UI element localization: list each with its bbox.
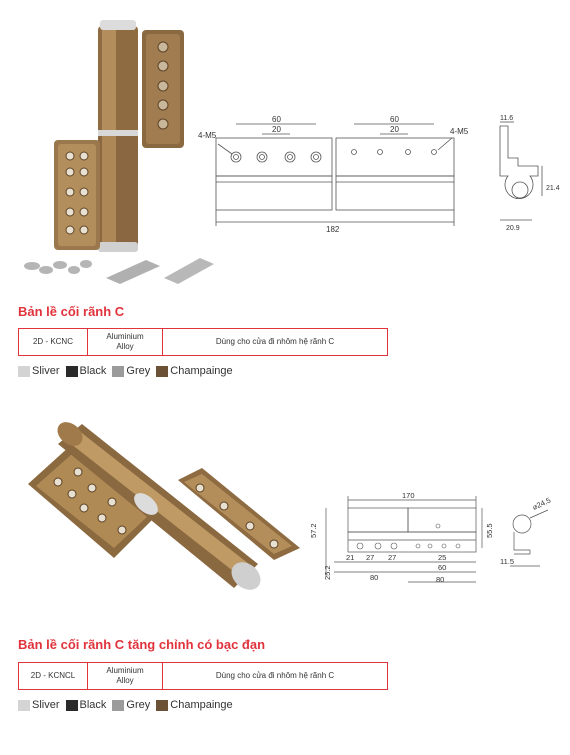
spec-table-1 xyxy=(18,328,388,356)
swatch-silver xyxy=(18,700,30,711)
dim-170: 170 xyxy=(402,491,415,500)
color-options-2 xyxy=(18,699,239,711)
color-option-grey: Grey xyxy=(112,699,150,711)
technical-drawing-2 xyxy=(304,488,566,592)
hinge-product-photo-1 xyxy=(14,16,214,288)
product-code-1: 2D - KCNC xyxy=(19,329,88,355)
swatch-grey xyxy=(112,700,124,711)
swatch-champagne xyxy=(156,700,168,711)
swatch-black xyxy=(66,700,78,711)
dim-11-5: 11.5 xyxy=(500,557,515,566)
description-1: Dùng cho cửa đi nhôm hệ rãnh C xyxy=(215,337,335,346)
color-option-silver: Sliver xyxy=(18,699,60,711)
product-title-1: Bản lề cối rãnh C xyxy=(18,304,125,319)
color-option-black: Black xyxy=(66,365,107,377)
dim-21: 21 xyxy=(346,553,355,562)
dim-60-right: 60 xyxy=(390,115,399,124)
dim-11-6: 11.6 xyxy=(500,115,514,122)
dim-21-4: 21.4 xyxy=(546,185,560,192)
color-option-silver: Sliver xyxy=(18,365,60,377)
dim-60-left: 60 xyxy=(272,115,281,124)
description-2: Dùng cho cửa đi nhôm hệ rãnh C xyxy=(215,671,335,680)
material-1: Aluminium Alloy xyxy=(88,329,163,355)
dim-80-right: 80 xyxy=(436,575,445,584)
swatch-black xyxy=(66,366,78,377)
dim-25: 25 xyxy=(438,553,447,562)
dim-27a: 27 xyxy=(366,553,375,562)
product-title-2: Bản lề cối rãnh C tăng chỉnh có bạc đạn xyxy=(18,637,266,652)
dim-80-left: 80 xyxy=(370,573,379,582)
swatch-champagne xyxy=(156,366,168,377)
screw-label-left: 4-M5 xyxy=(198,131,217,140)
hinge-product-photo-2 xyxy=(18,418,308,600)
dim-182: 182 xyxy=(326,225,340,234)
dim-57-2: 57.2 xyxy=(309,523,318,538)
color-option-black: Black xyxy=(66,699,107,711)
swatch-silver xyxy=(18,366,30,377)
dim-20-9: 20.9 xyxy=(506,225,520,232)
dim-27b: 27 xyxy=(388,553,397,562)
dim-25-2: 25.2 xyxy=(323,565,332,580)
screw-label-right: 4-M5 xyxy=(450,127,469,136)
color-options-1 xyxy=(18,365,239,377)
dim-60: 60 xyxy=(438,563,447,572)
swatch-grey xyxy=(112,366,124,377)
color-option-champagne: Champainge xyxy=(156,365,232,377)
dim-55-5: 55.5 xyxy=(485,523,494,538)
dim-20-left: 20 xyxy=(272,125,281,134)
dim-24-5: ⌀24.5 xyxy=(531,495,553,512)
color-option-champagne: Champainge xyxy=(156,699,232,711)
material-2: Aluminium Alloy xyxy=(88,663,163,689)
dim-20-right: 20 xyxy=(390,125,399,134)
color-option-grey: Grey xyxy=(112,365,150,377)
spec-table-2 xyxy=(18,662,388,690)
product-code-2: 2D - KCNCL xyxy=(19,663,88,689)
technical-drawing-1 xyxy=(196,112,560,242)
